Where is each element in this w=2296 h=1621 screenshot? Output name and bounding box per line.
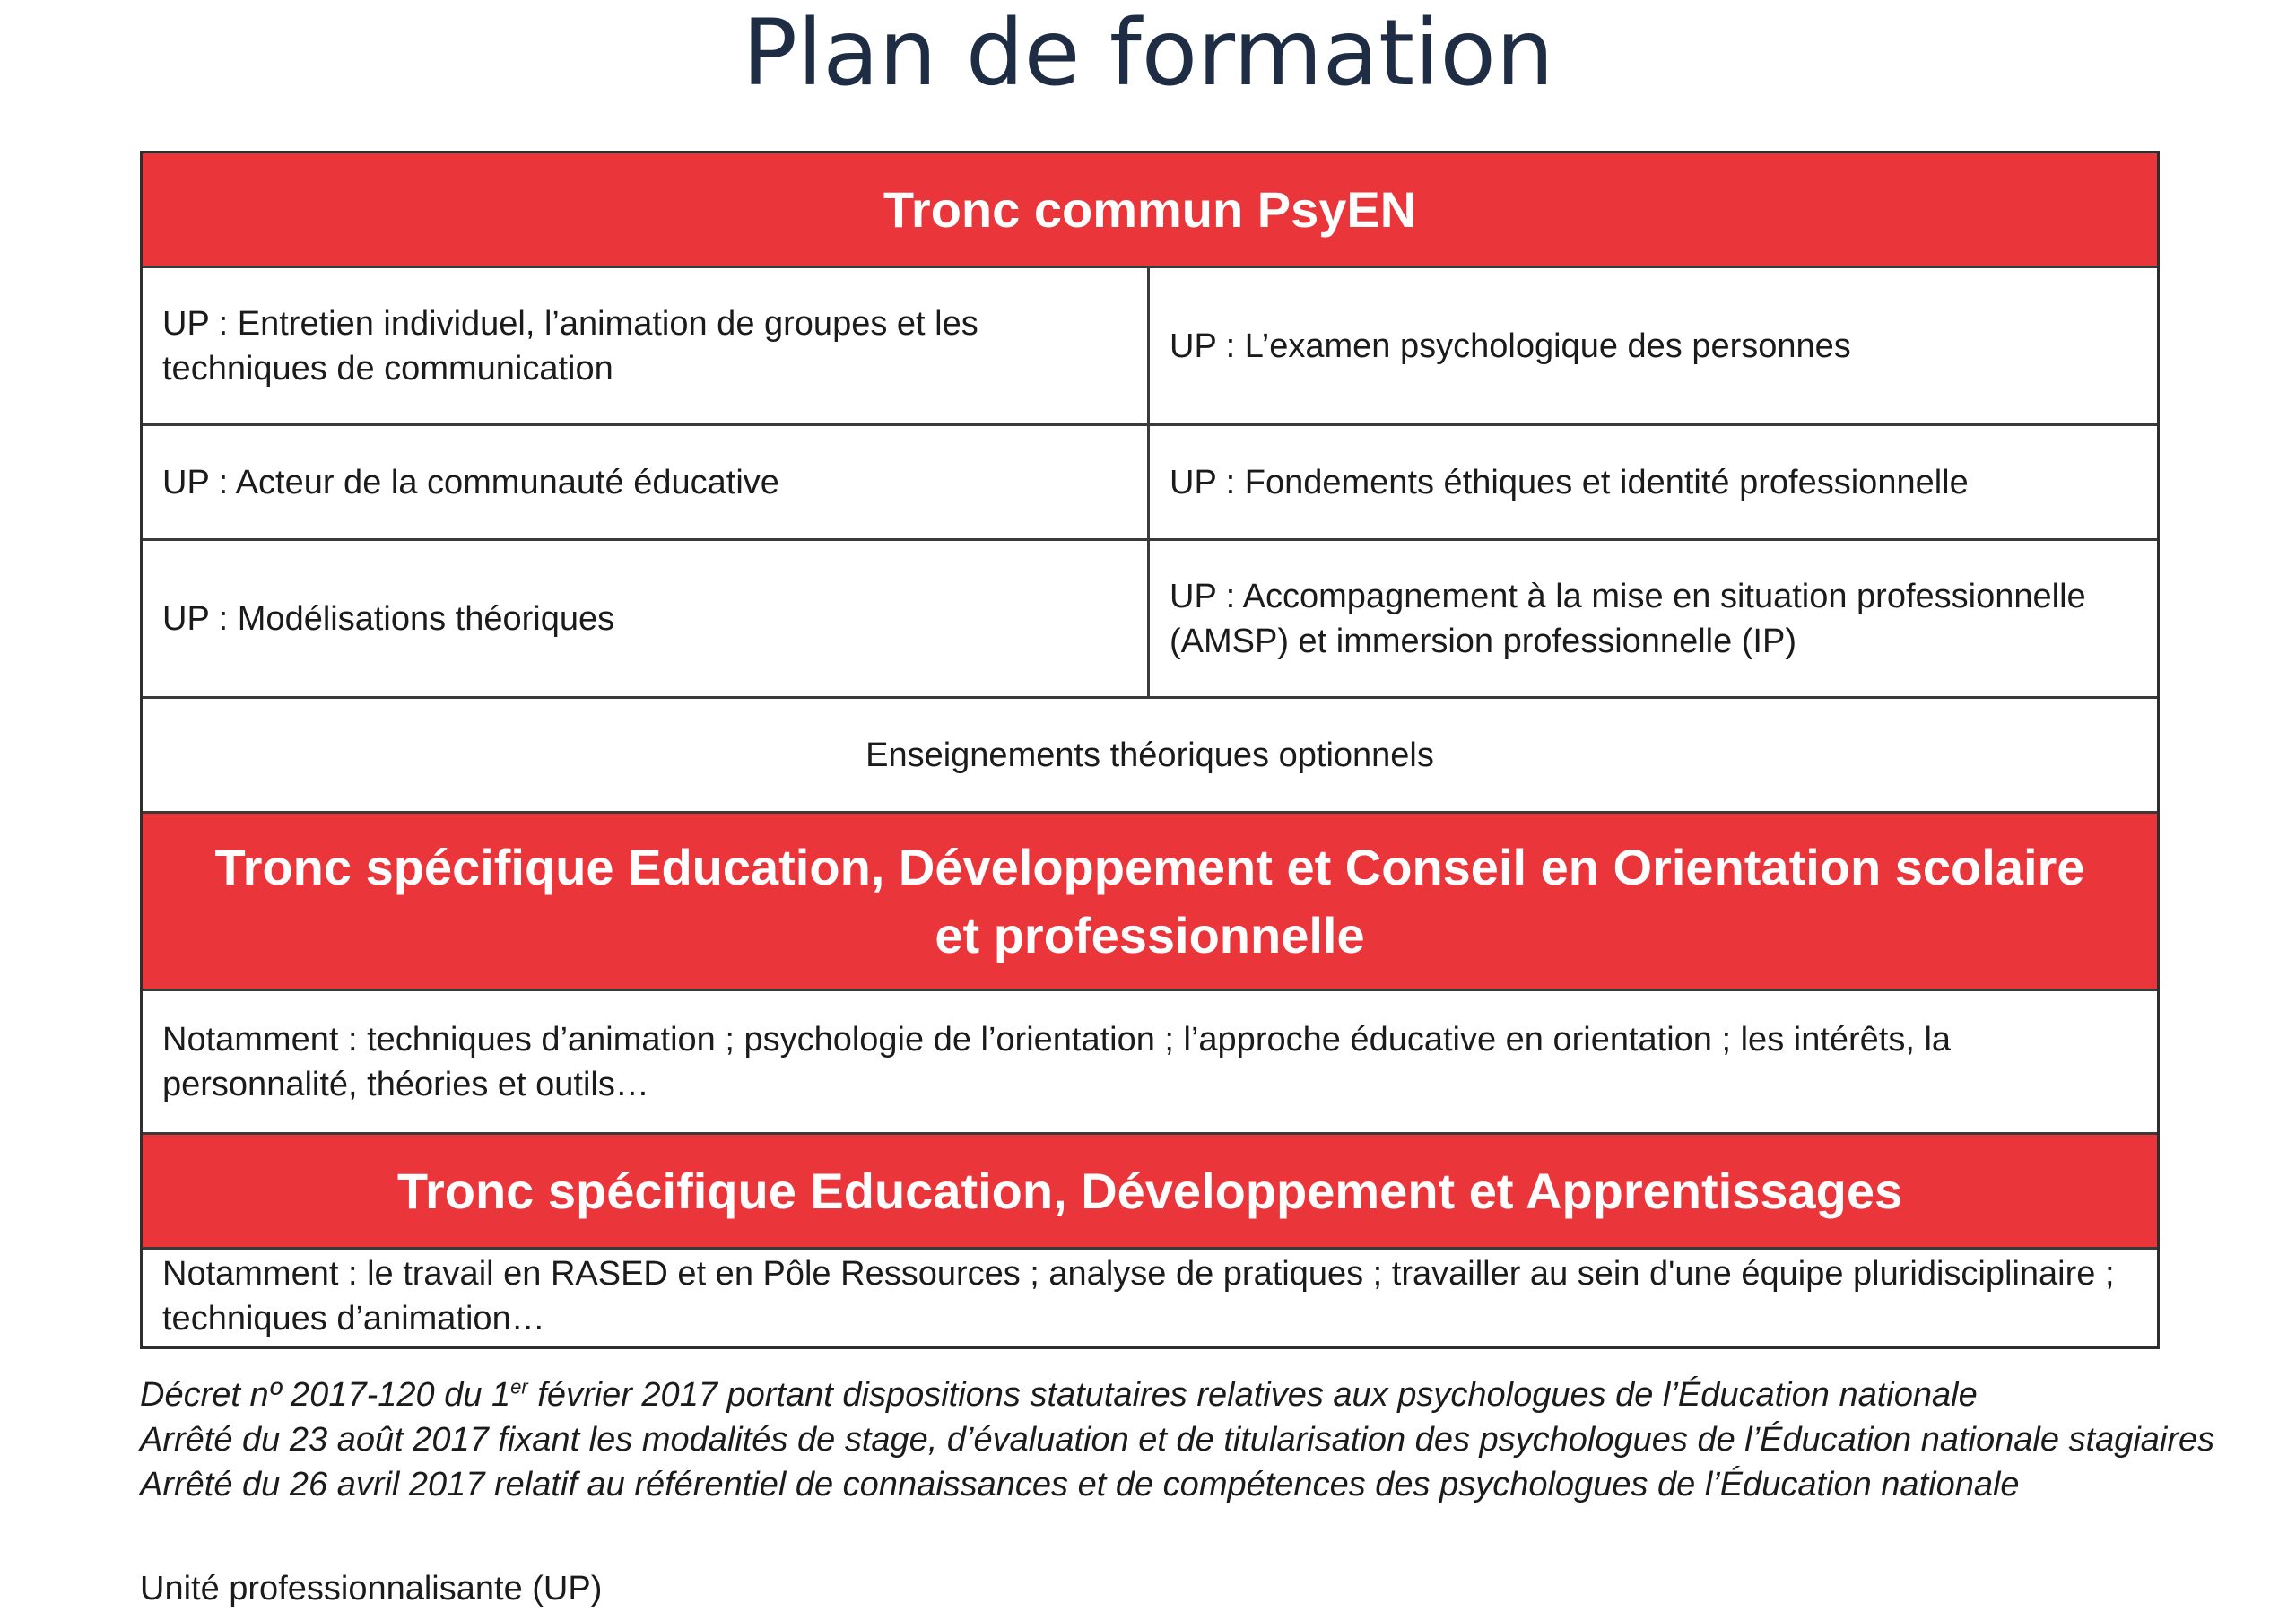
- footnote-up: Unité professionnalisante (UP): [140, 1570, 603, 1608]
- tronc-edco-header: [143, 814, 2157, 991]
- legal-references: [140, 1373, 2215, 1507]
- tronc-edco-header-line1: Tronc spécifique Education, Développement et Conseil en Orientation scolaire: [214, 838, 2085, 895]
- tronc-edco-content: Notamment : techniques d’animation ; psychologie de l’orientation ; l’approche éducative en orientation ; les intérêts, la personnalité, théories et outils…: [143, 991, 2157, 1135]
- up-entretien-individuel: UP : Entretien individuel, l’animation de groupes et les techniques de communication: [143, 268, 1150, 426]
- up-modelisations-theoriques: UP : Modélisations théoriques: [143, 541, 1150, 699]
- tronc-commun-header: Tronc commun PsyEN: [143, 153, 2157, 268]
- up-examen-psychologique: UP : L’examen psychologique des personnes: [1150, 268, 2157, 426]
- arrete-referentiel-reference: Arrêté du 26 avril 2017 relatif au référentiel de connaissances et de compétences des psychologues de l’Éducation nationale: [140, 1466, 2020, 1503]
- decret-reference: Décret nº 2017-120 du 1er février 2017 portant dispositions statutaires relatives aux psychologues de l’Éducation nationale: [140, 1375, 1978, 1414]
- up-fondements-ethiques: UP : Fondements éthiques et identité professionnelle: [1150, 426, 2157, 541]
- up-accompagnement-amsp: UP : Accompagnement à la mise en situation professionnelle (AMSP) et immersion professionnelle (IP): [1150, 541, 2157, 699]
- training-plan-table: [140, 151, 2160, 1349]
- up-acteur-communaute: UP : Acteur de la communauté éducative: [143, 426, 1150, 541]
- tronc-eda-content: Notamment : le travail en RASED et en Pôle Ressources ; analyse de pratiques ; travailler au sein d'une équipe pluridisciplinaire ; techniques d’animation…: [162, 1255, 2115, 1338]
- arrete-stage-reference: Arrêté du 23 août 2017 fixant les modalités de stage, d’évaluation et de titularisation des psychologues de l’Éducation nationale stagiaires: [140, 1421, 2215, 1459]
- tronc-edco-header-line2: et professionnelle: [935, 906, 1365, 963]
- tronc-eda-header: Tronc spécifique Education, Développement et Apprentissages: [143, 1135, 2157, 1250]
- page-title: Plan de formation: [742, 0, 1554, 107]
- enseignements-optionnels: Enseignements théoriques optionnels: [143, 699, 2157, 814]
